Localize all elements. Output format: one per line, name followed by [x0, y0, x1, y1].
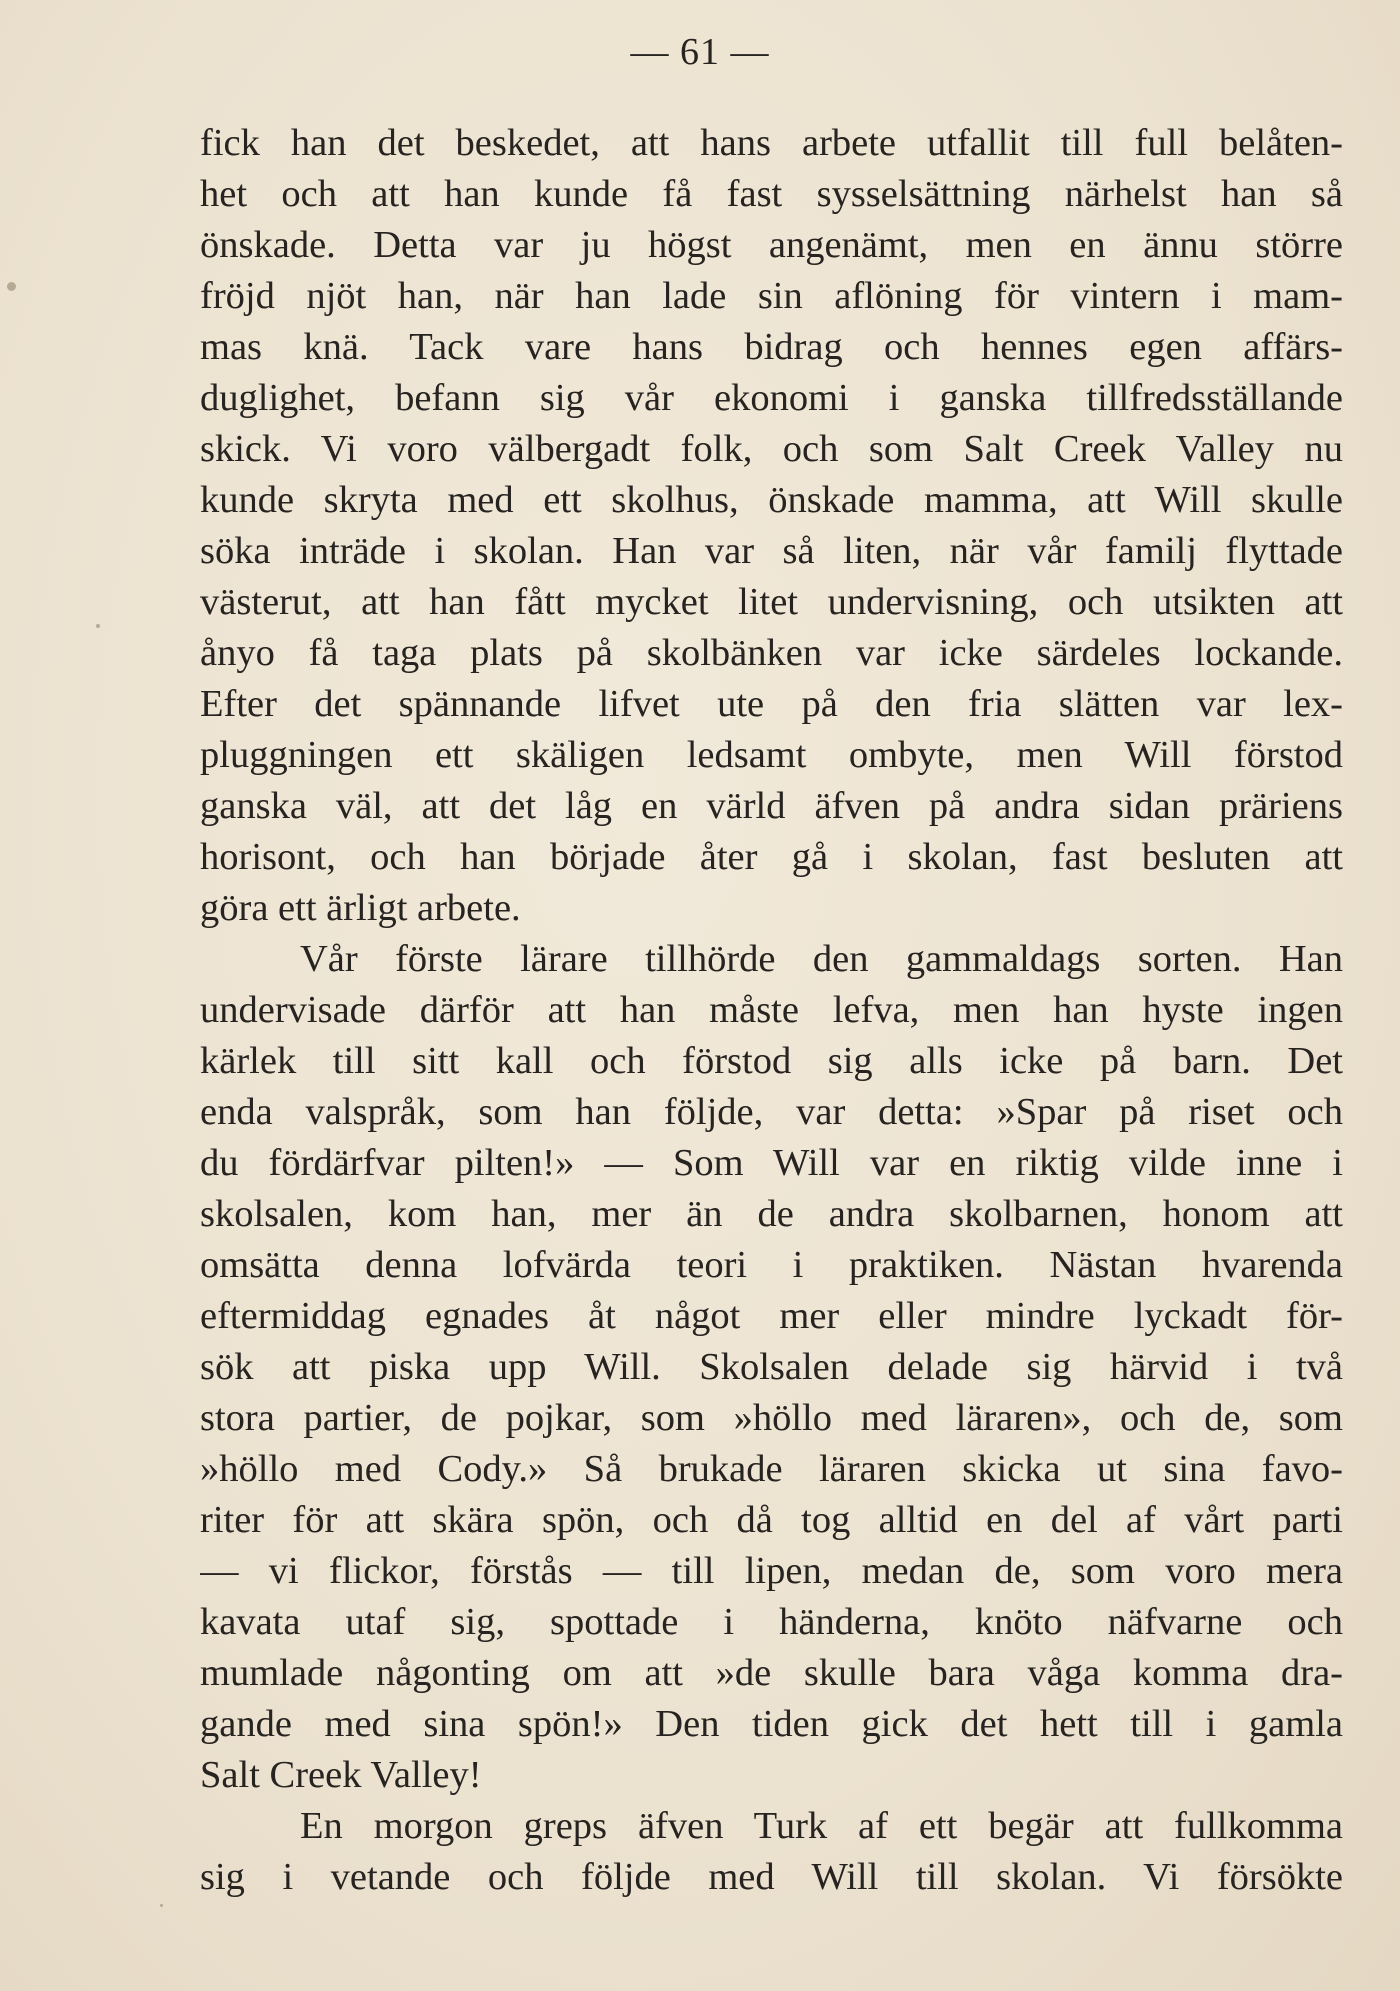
text-line: mumlade någonting om att »de skulle bara våga komma dra-: [200, 1652, 1343, 1694]
text-line: gande med sina spön!» Den tiden gick det hett till i gamla: [200, 1703, 1343, 1745]
text-line: göra ett ärligt arbete.: [200, 887, 521, 929]
text-line: »höllo med Cody.» Så brukade läraren skicka ut sina favo-: [200, 1448, 1343, 1490]
text-line: pluggningen ett skäligen ledsamt ombyte, men Will förstod: [200, 734, 1343, 776]
text-line: kunde skryta med ett skolhus, önskade mamma, att Will skulle: [200, 479, 1343, 521]
text-line: önskade. Detta var ju högst angenämt, men en ännu större: [200, 224, 1343, 266]
body-text: [200, 118, 1343, 1903]
text-line: sök att piska upp Will. Skolsalen delade sig härvid i två: [200, 1346, 1343, 1388]
text-line: omsätta denna lofvärda teori i praktiken. Nästan hvarenda: [200, 1244, 1343, 1286]
text-line: horisont, och han började åter gå i skolan, fast besluten att: [200, 836, 1343, 878]
text-line: stora partier, de pojkar, som »höllo med läraren», och de, som: [200, 1397, 1343, 1439]
page-number: — 61 —: [630, 31, 770, 73]
text-line: sig i vetande och följde med Will till skolan. Vi försökte: [200, 1856, 1343, 1898]
paper-speck: [160, 1904, 163, 1907]
text-line: eftermiddag egnades åt något mer eller mindre lyckadt för-: [200, 1295, 1343, 1337]
text-line: skick. Vi voro välbergadt folk, och som Salt Creek Valley nu: [200, 428, 1343, 470]
text-line: Salt Creek Valley!: [200, 1754, 482, 1796]
text-line: mas knä. Tack vare hans bidrag och hennes egen affärs-: [200, 326, 1343, 368]
text-line: ånyo få taga plats på skolbänken var icke särdeles lockande.: [200, 632, 1343, 674]
paper-speck: [96, 624, 100, 628]
text-line: enda valspråk, som han följde, var detta: »Spar på riset och: [200, 1091, 1343, 1133]
text-line: — vi flickor, förstås — till lipen, medan de, som voro mera: [200, 1550, 1343, 1592]
text-line: undervisade därför att han måste lefva, men han hyste ingen: [200, 989, 1343, 1031]
text-line: duglighet, befann sig vår ekonomi i ganska tillfredsställande: [200, 377, 1343, 419]
text-line: du fördärfvar pilten!» — Som Will var en riktig vilde inne i: [200, 1142, 1343, 1184]
text-line: het och att han kunde få fast sysselsättning närhelst han så: [200, 173, 1343, 215]
paper-speck: [7, 282, 16, 291]
text-line: skolsalen, kom han, mer än de andra skolbarnen, honom att: [200, 1193, 1343, 1235]
text-line: Efter det spännande lifvet ute på den fria slätten var lex-: [200, 683, 1343, 725]
text-line: kärlek till sitt kall och förstod sig alls icke på barn. Det: [200, 1040, 1343, 1082]
text-line: fick han det beskedet, att hans arbete utfallit till full belåten-: [200, 122, 1343, 164]
text-line: ganska väl, att det låg en värld äfven på andra sidan präriens: [200, 785, 1343, 827]
text-line: kavata utaf sig, spottade i händerna, knöto näfvarne och: [200, 1601, 1343, 1643]
text-line: riter för att skära spön, och då tog alltid en del af vårt parti: [200, 1499, 1343, 1541]
text-line: söka inträde i skolan. Han var så liten, när vår familj flyttade: [200, 530, 1343, 572]
text-line: En morgon greps äfven Turk af ett begär att fullkomma: [300, 1805, 1343, 1847]
text-line: västerut, att han fått mycket litet undervisning, och utsikten att: [200, 581, 1343, 623]
text-line: Vår förste lärare tillhörde den gammaldags sorten. Han: [300, 938, 1343, 980]
text-line: fröjd njöt han, när han lade sin aflöning för vintern i mam-: [200, 275, 1343, 317]
